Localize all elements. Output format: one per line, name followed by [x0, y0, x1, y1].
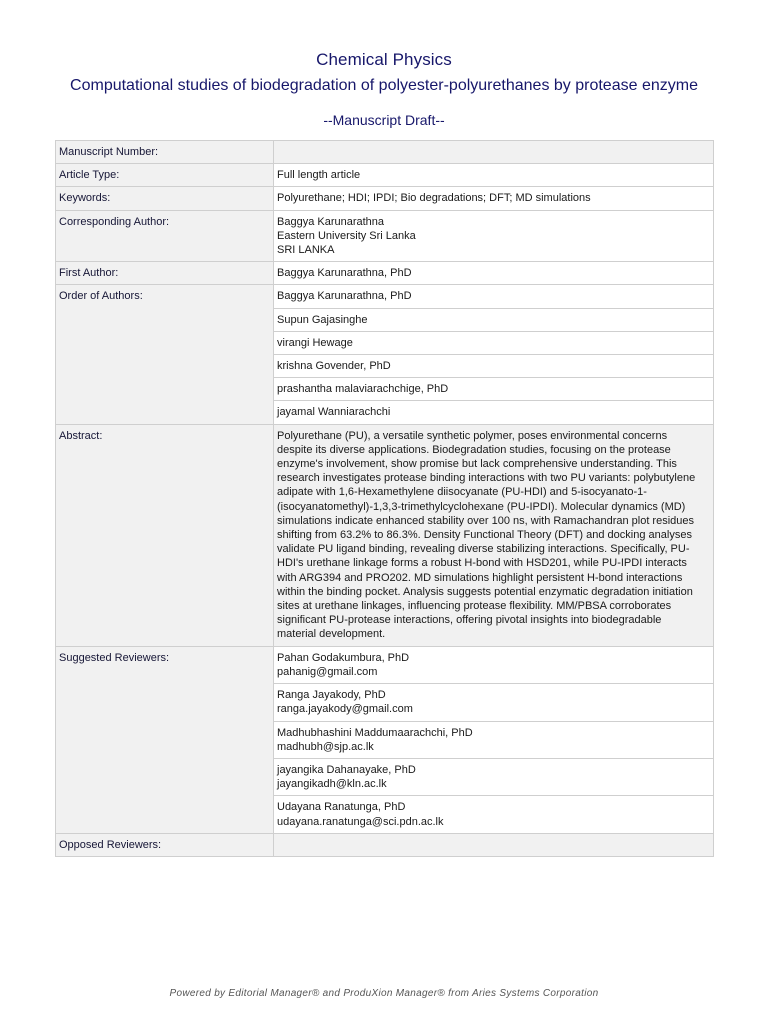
label-suggested-reviewers: Suggested Reviewers:	[56, 646, 274, 833]
reviewer-item	[274, 646, 714, 683]
abstract-line: adipate with 1,6-Hexamethylene diisocyanate (PU-HDI) and 5-isocyanato-1-	[277, 486, 647, 499]
author-item: Baggya Karunarathna, PhD	[274, 285, 714, 308]
value-article-type: Full length article	[274, 164, 714, 187]
author-item: virangi Hewage	[274, 331, 714, 354]
abstract-line: significant PU-protease interactions, offering pivotal insights into biodegradable	[277, 614, 662, 627]
reviewer-name: Pahan Godakumbura, PhD	[277, 651, 410, 664]
abstract-line: within the binding pocket. Analysis suggests potential enzymatic degradation initiation	[277, 585, 693, 598]
label-corresponding-author: Corresponding Author:	[56, 210, 274, 262]
row-author-1	[56, 285, 714, 308]
reviewer-name: Madhubhashini Maddumaarachchi, PhD	[277, 726, 473, 739]
row-corresponding-author	[56, 210, 714, 262]
reviewer-name: Udayana Ranatunga, PhD	[277, 801, 406, 814]
author-item: jayamal Wanniarachchi	[274, 401, 714, 424]
row-keywords	[56, 187, 714, 210]
label-abstract: Abstract:	[56, 424, 274, 646]
reviewer-name: jayangika Dahanayake, PhD	[277, 763, 416, 776]
reviewer-name: Ranga Jayakody, PhD	[277, 689, 386, 702]
journal-title: Chemical Physics	[316, 50, 452, 69]
author-item: prashantha malaviarachchige, PhD	[274, 378, 714, 401]
corresponding-author-institution: Eastern University Sri Lanka	[277, 229, 416, 242]
reviewer-item	[274, 684, 714, 721]
abstract-line: (isocyanatomethyl)-1,3,3-trimethylcyclohexane (PU-IPDI). Molecular dynamics (MD)	[277, 500, 686, 513]
value-keywords: Polyurethane; HDI; IPDI; Bio degradations; DFT; MD simulations	[274, 187, 714, 210]
abstract-line: sites at urethane linkages, influencing protease flexibility. MM/PBSA corroborates	[277, 600, 672, 613]
footer-powered-by: Powered by Editorial Manager® and ProduXion Manager® from Aries Systems Corporation	[169, 988, 599, 999]
label-keywords: Keywords:	[56, 187, 274, 210]
abstract-line: shifting from 63.2% to 86.3%. Density Functional Theory (DFT) and docking analyses	[277, 529, 692, 542]
label-manuscript-number: Manuscript Number:	[56, 141, 274, 164]
abstract-line: enzyme's involvement, show promise but lack comprehensive understanding. This	[277, 458, 677, 471]
draft-label: --Manuscript Draft--	[323, 112, 445, 128]
abstract-line: Polyurethane (PU), a versatile synthetic polymer, poses environmental concerns	[277, 429, 668, 442]
reviewer-email: pahanig@gmail.com	[277, 665, 378, 678]
label-order-of-authors: Order of Authors:	[56, 285, 274, 424]
paper-title: Computational studies of biodegradation of polyester-polyurethanes by protease enzyme	[70, 77, 698, 94]
value-opposed-reviewers	[274, 833, 714, 856]
reviewer-email: ranga.jayakody@gmail.com	[277, 703, 413, 716]
reviewer-email: udayana.ranatunga@sci.pdn.ac.lk	[277, 815, 444, 828]
row-abstract	[56, 424, 714, 646]
abstract-line: research investigates protease binding interactions with two PU variants: polybutylene	[277, 472, 696, 485]
reviewer-item	[274, 758, 714, 795]
value-first-author: Baggya Karunarathna, PhD	[274, 262, 714, 285]
abstract-line: material development.	[277, 628, 386, 641]
abstract-line: HDI's urethane linkage forms a robust H-bond with HSD201, while PU-IPDI interacts	[277, 557, 687, 570]
label-first-author: First Author:	[56, 262, 274, 285]
row-manuscript-number	[56, 141, 714, 164]
reviewer-email: jayangikadh@kln.ac.lk	[277, 778, 387, 791]
row-first-author	[56, 262, 714, 285]
corresponding-author-country: SRI LANKA	[277, 244, 335, 257]
manuscript-metadata-table	[55, 140, 714, 857]
author-item: krishna Govender, PhD	[274, 355, 714, 378]
abstract-line: despite its diverse applications. Biodegradation studies, focusing on the protease	[277, 443, 671, 456]
author-item: Supun Gajasinghe	[274, 308, 714, 331]
label-opposed-reviewers: Opposed Reviewers:	[56, 833, 274, 856]
abstract-line: validate PU ligand binding, revealing diverse stabilizing interactions. Specifically, PU-	[277, 543, 690, 556]
abstract-line: with ARG394 and PRO202. MD simulations highlight persistent H-bond interactions	[277, 571, 683, 584]
reviewer-item	[274, 721, 714, 758]
value-manuscript-number	[274, 141, 714, 164]
abstract-line: simulations indicate enhanced stability over 100 ns, with Ramachandran plot residues	[277, 514, 695, 527]
corresponding-author-name: Baggya Karunarathna	[277, 215, 385, 228]
row-article-type	[56, 164, 714, 187]
reviewer-email: madhubh@sjp.ac.lk	[277, 740, 374, 753]
row-opposed-reviewers	[56, 833, 714, 856]
reviewer-item	[274, 796, 714, 833]
value-corresponding-author	[274, 210, 714, 262]
row-reviewer-1	[56, 646, 714, 683]
value-abstract	[274, 424, 714, 646]
label-article-type: Article Type:	[56, 164, 274, 187]
